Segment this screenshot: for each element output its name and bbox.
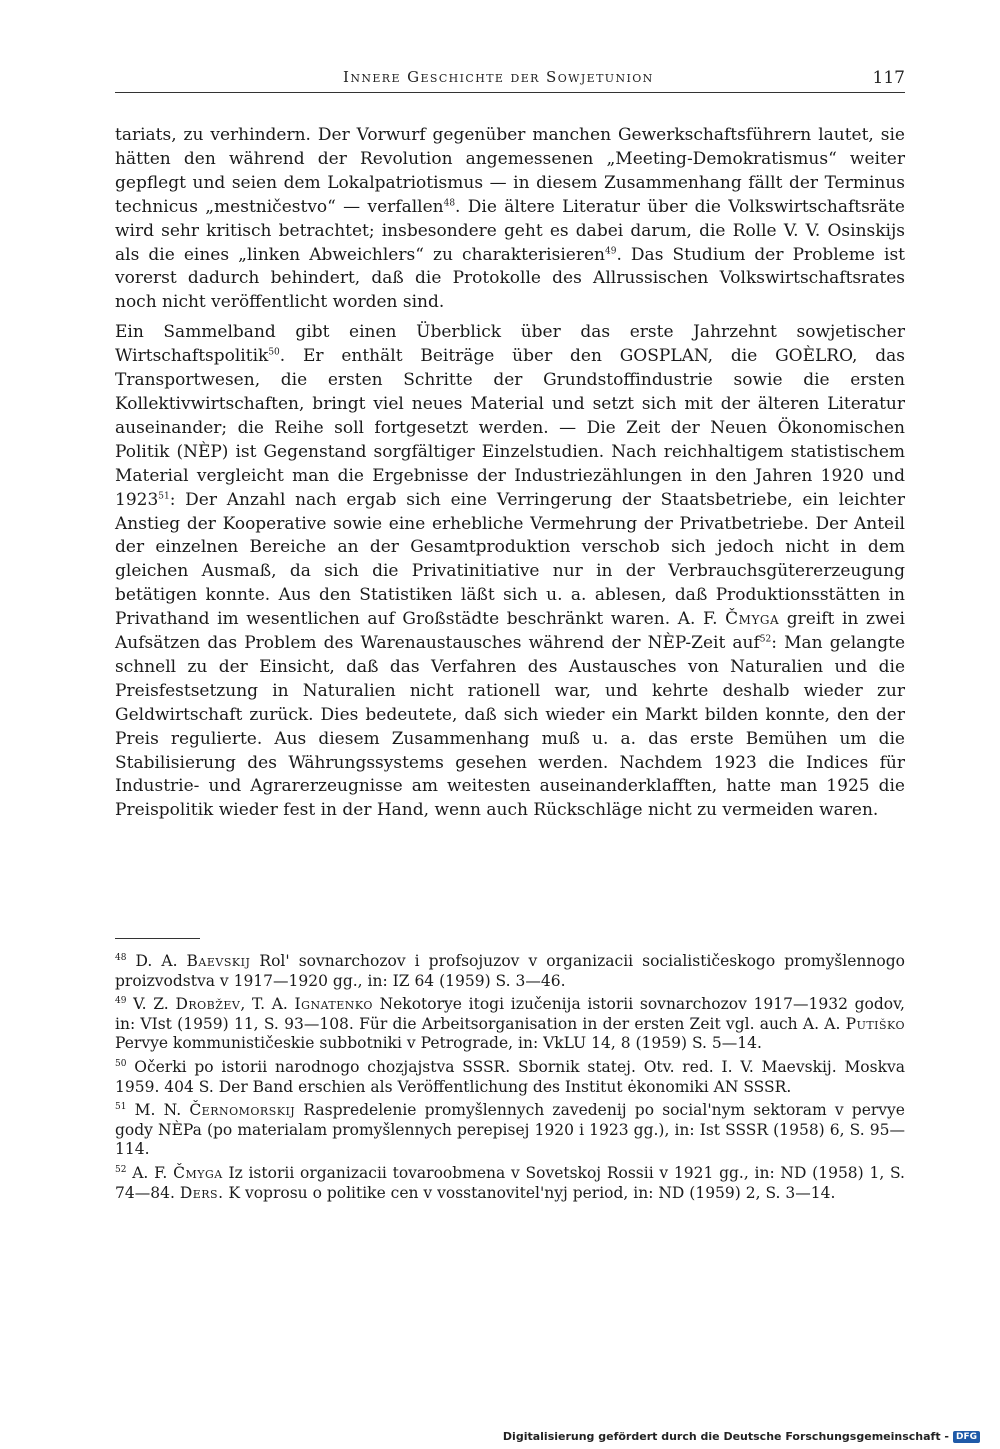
footnote-number: 51 [115,1102,127,1112]
text-run: K voprosu o politike cen v vosstanovitel'nyj period, in: ND (1959) 2, S. 3—14. [223,1183,836,1202]
author-name: Putiško [845,1014,905,1033]
text-run: tariats, zu verhindern. Der Vorwurf gegenüber manchen Gewerkschaftsführern lautet, sie hätten den während der Revolution angemessenen „Meeting-Demokratismus“ weiter gepflegt und seien dem Lokalpatriotismus — in diesem Zusammenhang fällt der Terminus technicus „mestničestvo“ — verfallen [115,125,905,217]
footnote-ref-51: 51 [158,490,170,501]
text-run: . Das Studium der Probleme ist vorerst dadurch behindert, daß die Protokolle des Allrussischen Volkswirtschaftsrates noch nicht veröffentlicht worden sind. [115,244,906,313]
author-name: Drobžev [175,995,241,1014]
footnote-52 [115,1164,905,1203]
author-name: Čmyga [173,1163,223,1182]
running-header [115,68,905,94]
text-run: M. N. [134,1101,190,1120]
author-name: Baevskij [186,952,251,970]
text-run: . Er enthält Beiträge über den GOSPLAN, die GOÈLRO, das Transportwesen, die ersten Schritte der Grundstoffindustrie sowie die ersten Kollektivwirtschaften, bringt viel neues Material und setzt sich mit der älteren Literatur auseinander; die Reihe soll fortgesetzt werden. — Die Zeit der Neuen Ökonomischen Politik (NÈP) ist Gegenstand sorgfältiger Einzelstudien. Nach reichhaltigem statistischem Material vergleicht man die Ergebnisse der Industriezählungen in den Jahren 1920 und 1923 [115,346,905,510]
text-run: Ein Sammelband gibt einen Überblick über das erste Jahrzehnt sowjetischer Wirtschaftspolitik [115,322,905,367]
page-number: 117 [872,68,905,88]
footnote-ref-52: 52 [759,634,772,645]
text-run: Pervye kommunističeskie subbotniki v Petrograde, in: VkLU 14, 8 (1959) S. 5—14. [115,1034,762,1053]
text-run: greift in zwei Aufsätzen das Problem des Warenaustausches während der NÈP-Zeit auf [115,609,905,654]
credit-text: Digitalisierung gefördert durch die Deutsche Forschungsgemeinschaft - [502,1430,949,1443]
footnote-ref-49: 49 [604,245,617,256]
footnote-number: 49 [115,996,127,1007]
footnote-48 [115,952,905,991]
author-name: Ders. [179,1183,224,1202]
footnote-ref-48: 48 [443,198,456,209]
text-run: : Man gelangte schnell zu der Einsicht, daß das Verfahren des Austausches von Naturalien und die Preisfestsetzung in Naturalien nicht rationell war, und kehrte deshalb wieder zur Geldwirtschaft zurück. Dies bedeutete, daß sich wieder ein Markt bilden konnte, den der Preis regulierte. Aus diesem Zusammenhang muß u. a. das erste Bemühen um die Stabilisierung des Währungssystems gesehen werden. Nachdem 1923 die Indices für Industrie- und Agrarerzeugnisse am weitesten auseinanderklafften, hatte man 1925 die Preispolitik wieder fest in der Hand, wenn auch Rückschläge nicht zu vermeiden waren. [115,633,905,821]
author-name: Čmyga [725,609,780,630]
digitization-credit [503,1430,980,1443]
header-rule [115,92,905,93]
footnote-51 [115,1101,905,1160]
text-run: Raspredelenie promyšlennych zavedenij po social'nym sektoram v pervye gody NÈPa (po materialam promyšlennych perepisej 1920 i 1923 gg.), in: Ist SSSR (1958) 6, S. 95—114. [115,1101,905,1159]
footnote-49 [115,995,905,1054]
footnote-ref-50: 50 [268,347,280,358]
paragraph-1 [115,124,905,315]
text-run: Nekotorye itogi izučenija istorii sovnarchozov 1917—1932 godov, in: VIst (1959) 11, S. 93—108. Für die Arbeitsorganisation in der ersten Zeit vgl. auch A. A. [115,995,905,1033]
text-run: : Der Anzahl nach ergab sich eine Verringerung der Staatsbetriebe, ein leichter Anstieg der Kooperative sowie eine erhebliche Vermehrung der Privatbetriebe. Der Anteil der einzelnen Bereiche an der Gesamtproduktion verschob sich jedoch nicht in dem gleichen Ausmaß, da sich die Privatinitiative nur in der Verbrauchsgütererzeugung betätigen konnte. Aus den Statistiken läßt sich u. a. ablesen, daß Produktionsstätten in Privathand im wesentlichen auf Großstädte beschränkt waren. A. F. [115,489,905,630]
running-title: Innere Geschichte der Sowjetunion [343,68,654,86]
footnote-number: 52 [115,1164,127,1175]
footnote-number: 50 [115,1058,127,1069]
author-name: Černomorskij [189,1101,296,1120]
text-run: V. Z. [133,995,176,1014]
text-run: Iz istorii organizacii tovaroobmena v Sovetskoj Rossii v 1921 gg., in: ND (1958) 1, S. 74—84. [115,1163,905,1202]
footnote-rule [115,938,200,939]
dfg-logo: DFG [953,1431,980,1443]
footnote-number: 48 [115,952,127,963]
author-name: Ignatenko [294,995,373,1014]
text-run: Očerki po istorii narodnogo chozjajstva SSSR. Sbornik statej. Otv. red. I. V. Maevskij. Moskva 1959. 404 S. Der Band erschien als Veröffentlichung des Institut ėkonomiki AN SSSR. [115,1057,905,1096]
footnote-50 [115,1058,905,1097]
text-run: , T. A. [240,995,295,1014]
footnotes [115,952,905,1207]
paragraph-2 [115,321,905,823]
text-run: . Die ältere Literatur über die Volkswirtschaftsräte wird sehr kritisch betrachtet; insbesondere geht es dabei darum, die Rolle V. V. Osinskijs als die eines „linken Abweichlers“ zu charakterisieren [115,196,905,265]
text-run: D. A. [135,952,187,970]
text-run: Rol' sovnarchozov i profsojuzov v organizacii socialističeskogo promyšlennogo proizvodstva v 1917—1920 gg., in: IZ 64 (1959) S. 3—46. [115,952,905,990]
text-run: A. F. [132,1163,174,1182]
main-text [115,124,905,823]
